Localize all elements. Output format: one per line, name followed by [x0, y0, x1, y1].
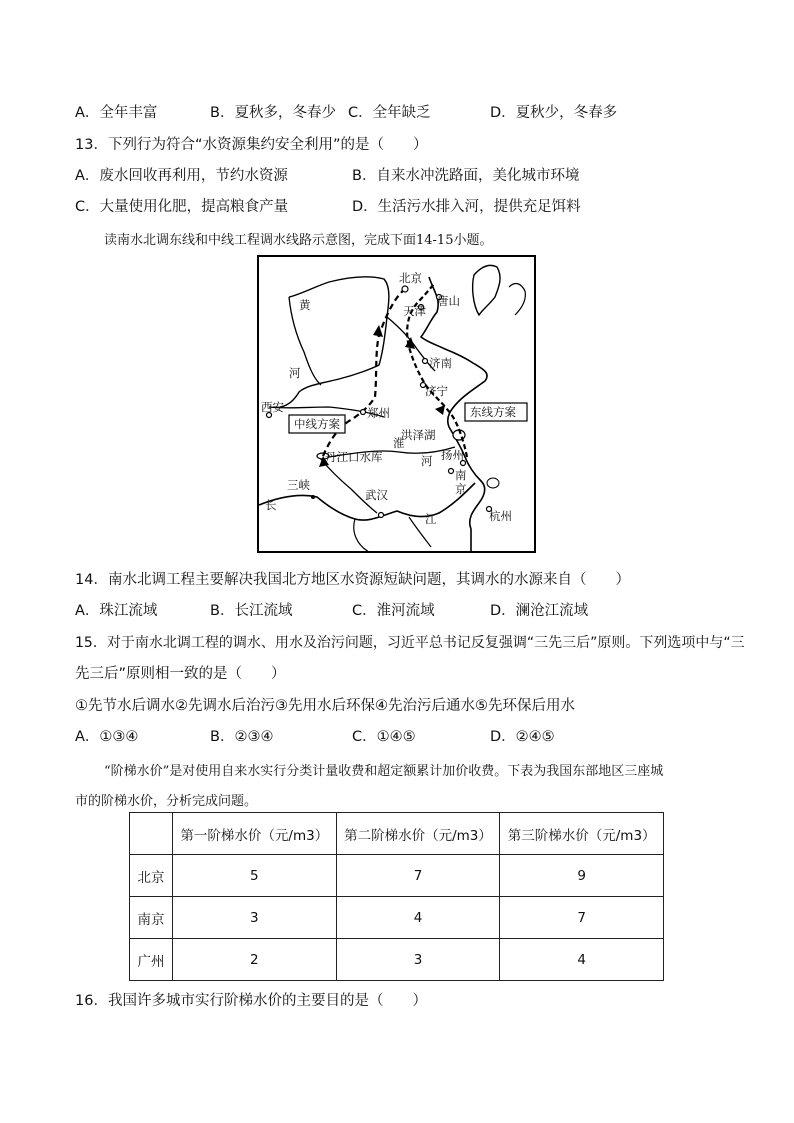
label-beijing: 北京	[399, 271, 422, 285]
yangtze-tributary-south	[354, 517, 431, 552]
table-cell-city: 南京	[130, 897, 173, 939]
label-chang: 长	[265, 498, 277, 512]
label-sanxia: 三峡	[287, 478, 310, 492]
q15-stem-line1: 15．对于南水北调工程的调水、用水及治污问题，习近平总书记反复强调“三先三后”原则。下列选项中与“三	[75, 635, 745, 651]
table-cell: 7	[336, 855, 500, 897]
label-tianjin: 天津	[403, 304, 426, 318]
beijing-dot	[402, 286, 408, 292]
map-svg	[259, 257, 536, 553]
tiered-water-price-table	[129, 812, 664, 981]
label-yangzhou: 扬州	[441, 448, 464, 462]
q14-option-b: B．长江流域	[210, 603, 293, 619]
intro-16-line1: “阶梯水价”是对使用自来水实行分类计量收费和超定额累计加价收费。下表为我国东部地区三座城	[104, 764, 664, 779]
table-cell: 7	[500, 897, 664, 939]
label-xian: 西安	[261, 400, 284, 414]
label-jinan: 济南	[429, 356, 452, 370]
east-route-label: 东线方案	[470, 405, 516, 419]
table-cell: 2	[173, 939, 337, 981]
q15-items: ①先节水后调水②先调水后治污③先用水后环保④先治污后通水⑤先环保后用水	[75, 698, 575, 714]
table-row	[130, 855, 664, 897]
zhengzhou-dot	[361, 410, 366, 415]
label-wuhan: 武汉	[365, 488, 388, 502]
korea-coast	[509, 284, 525, 315]
table-cell-city: 北京	[130, 855, 173, 897]
label-he2: 河	[421, 454, 433, 468]
table-header-tier2: 第二阶梯水价（元/m3）	[336, 813, 500, 855]
south-north-water-diversion-map	[257, 255, 536, 553]
table-row	[130, 897, 664, 939]
q15-stem-line2: 先三后”原则相一致的是（ ）	[75, 666, 286, 682]
table-row	[130, 939, 664, 981]
taihu-lake	[487, 478, 499, 488]
q14-option-d: D．澜沧江流域	[490, 603, 589, 619]
sanxia-dot	[311, 495, 315, 499]
label-huai: 淮	[393, 436, 405, 450]
table-cell-city: 广州	[130, 939, 173, 981]
q16-stem: 16．我国许多城市实行阶梯水价的主要目的是（ ）	[75, 993, 427, 1009]
q13-option-d: D．生活污水排入河，提供充足饵料	[352, 199, 581, 215]
q12-option-c: C．全年缺乏	[348, 105, 431, 121]
table-header-tier3: 第三阶梯水价（元/m3）	[500, 813, 664, 855]
table-cell: 3	[336, 939, 500, 981]
q15-option-d: D．②④⑤	[490, 729, 555, 745]
q14-option-c: C．淮河流域	[352, 603, 435, 619]
intro-14-15: 读南水北调东线和中线工程调水线路示意图，完成下面14-15小题。	[104, 233, 493, 248]
label-he: 河	[289, 366, 301, 380]
table-cell: 5	[173, 855, 337, 897]
label-jing: 京	[455, 482, 467, 496]
table-cell: 4	[500, 939, 664, 981]
table-header-row	[130, 813, 664, 855]
label-tangshan: 唐山	[437, 294, 460, 308]
label-huang: 黄	[299, 298, 311, 312]
q15-option-c: C．①④⑤	[352, 729, 416, 745]
label-hangzhou: 杭州	[489, 509, 512, 523]
q12-option-b: B．夏秋多，冬春少	[210, 105, 336, 121]
label-jiang: 江	[425, 512, 437, 526]
nanjing-dot	[449, 469, 454, 474]
q13-stem: 13．下列行为符合“水资源集约安全利用”的是（ ）	[75, 137, 428, 153]
label-hongzehu: 洪泽湖	[401, 428, 436, 442]
q13-option-c: C．大量使用化肥，提高粮食产量	[75, 199, 289, 215]
q12-option-d: D．夏秋少，冬春多	[490, 105, 618, 121]
q14-option-a: A．珠江流域	[75, 603, 158, 619]
table-header-tier1: 第一阶梯水价（元/m3）	[173, 813, 337, 855]
table-cell: 9	[500, 855, 664, 897]
table-header-corner	[130, 813, 173, 855]
table-cell: 3	[173, 897, 337, 939]
label-zhengzhou: 郑州	[367, 406, 390, 420]
middle-route-label: 中线方案	[294, 417, 340, 431]
jinan-dot	[423, 359, 428, 364]
liaodong-peninsula	[473, 265, 500, 315]
label-nan: 南	[455, 468, 467, 482]
intro-16-line2: 市的阶梯水价，分析完成问题。	[75, 794, 258, 809]
wuhan-dot	[379, 513, 384, 518]
q12-option-a: A．全年丰富	[75, 105, 158, 121]
label-danjiangkou: 丹江口水库	[325, 450, 383, 464]
label-jining: 济宁	[425, 384, 448, 398]
table-cell: 4	[336, 897, 500, 939]
q13-option-a: A．废水回收再利用，节约水资源	[75, 168, 288, 184]
q15-option-a: A．①③④	[75, 729, 139, 745]
q13-option-b: B．自来水冲洗路面，美化城市环境	[352, 168, 580, 184]
q15-option-b: B．②③④	[210, 729, 274, 745]
q14-stem: 14．南水北调工程主要解决我国北方地区水资源短缺问题，其调水的水源来自（ ）	[75, 572, 630, 588]
east-route-arrow	[435, 405, 445, 415]
